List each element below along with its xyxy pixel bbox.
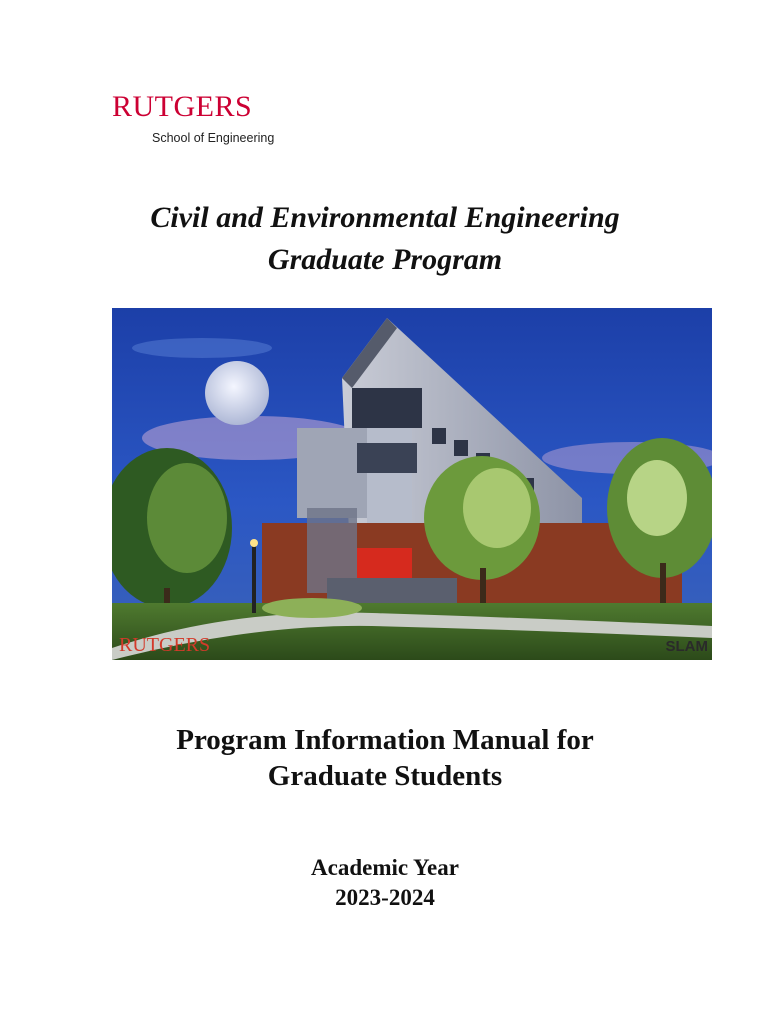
academic-year-label: Academic Year [311, 855, 459, 880]
manual-line-2: Graduate Students [267, 760, 503, 792]
title-line-2: Graduate Program [267, 243, 503, 276]
rutgers-logo [112, 90, 312, 150]
academic-year [0, 853, 770, 913]
document-title [0, 197, 770, 281]
manual-line-1: Program Information Manual for [176, 724, 594, 756]
logo-subtitle: School of Engineering [152, 131, 275, 145]
logo-wordmark: RUTGERS [112, 90, 253, 123]
academic-year-value: 2023-2024 [335, 885, 435, 910]
title-line-1: Civil and Environmental Engineering [150, 201, 620, 234]
building-photo [112, 308, 712, 660]
manual-title [0, 722, 770, 794]
photo-rutgers-logo: RUTGERS [119, 634, 211, 656]
photo-credit: SLAM [665, 638, 708, 655]
building-illustration [112, 308, 712, 660]
